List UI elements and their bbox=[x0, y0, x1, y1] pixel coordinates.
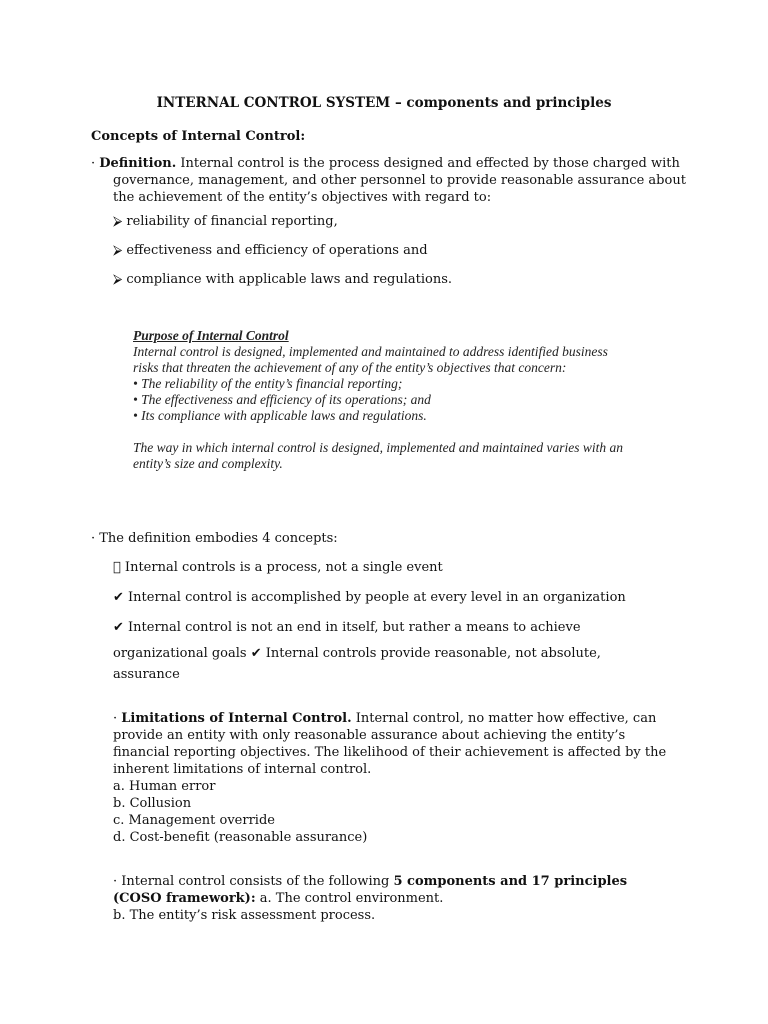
definition-continuation: governance, management, and other personnel to provide reasonable assurance about the achievement of the entity’s objectives with regard to: bbox=[113, 173, 686, 205]
purpose-bullet: • Its compliance with applicable laws and regulations. bbox=[133, 408, 427, 423]
limitation-item: a. Human error bbox=[113, 779, 216, 794]
limitations-label: Limitations of Internal Control. bbox=[121, 711, 352, 726]
coso-line-a: a. The control environment. bbox=[255, 891, 444, 906]
limitations-prefix: · bbox=[113, 711, 122, 726]
concept-wrap-line: organizational goals ✔ Internal controls provide reasonable, not absolute, bbox=[113, 646, 601, 661]
limitation-item: c. Management override bbox=[113, 813, 275, 828]
purpose-bullet: • The effectiveness and efficiency of its operations; and bbox=[133, 392, 431, 407]
concept-item: ✔ Internal control is not an end in itself, but rather a means to achieve bbox=[113, 620, 581, 635]
definition-prefix: · bbox=[91, 156, 100, 171]
coso-line-b: b. The entity’s risk assessment process. bbox=[113, 908, 376, 923]
coso-prefix: · Internal control consists of the following bbox=[113, 874, 394, 889]
objective-item: ⮚ effectiveness and efficiency of operations and bbox=[113, 243, 428, 258]
purpose-closing: The way in which internal control is designed, implemented and maintained varies with an entity’s size and complexity. bbox=[133, 440, 623, 471]
purpose-intro: Internal control is designed, implemented and maintained to address identified business risks that threaten the achievement of any of the entity’s objectives that concern: bbox=[133, 344, 608, 375]
definition-paragraph bbox=[91, 155, 691, 206]
document-title: INTERNAL CONTROL SYSTEM – components and principles bbox=[156, 95, 612, 111]
objective-item: ⮚ reliability of financial reporting, bbox=[113, 214, 338, 229]
limitations-text: Internal control, no matter how effective, can provide an entity with only reasonable assurance about achieving the entity’s financial reporting objectives. The likelihood of their achievement is affected by the inherent limitations of internal control. bbox=[113, 711, 667, 777]
embodies-line: · The definition embodies 4 concepts: bbox=[91, 531, 338, 546]
limitations-paragraph bbox=[113, 710, 673, 846]
coso-bold: 5 components and 17 principles (COSO framework): bbox=[113, 874, 628, 906]
definition-line1: Internal control is the process designed and effected by those charged with bbox=[176, 156, 680, 171]
coso-paragraph bbox=[113, 873, 673, 924]
concept-item: Internal controls is a process, not a single event bbox=[113, 560, 431, 575]
concept-wrap-line: assurance bbox=[113, 667, 180, 682]
definition-label: Definition. bbox=[99, 156, 177, 171]
concept-item: ✔ Internal control is accomplished by people at every level in an organization bbox=[113, 590, 626, 605]
concepts-heading: Concepts of Internal Control: bbox=[91, 129, 306, 144]
spacer bbox=[133, 424, 633, 440]
purpose-bullet: • The reliability of the entity’s financial reporting; bbox=[133, 376, 403, 391]
objective-item: ⮚ compliance with applicable laws and regulations. bbox=[113, 272, 453, 287]
limitation-item: b. Collusion bbox=[113, 796, 192, 811]
purpose-of-internal-control-box bbox=[133, 328, 633, 472]
purpose-heading: Purpose of Internal Control bbox=[133, 328, 289, 343]
limitation-item: d. Cost-benefit (reasonable assurance) bbox=[113, 830, 368, 845]
